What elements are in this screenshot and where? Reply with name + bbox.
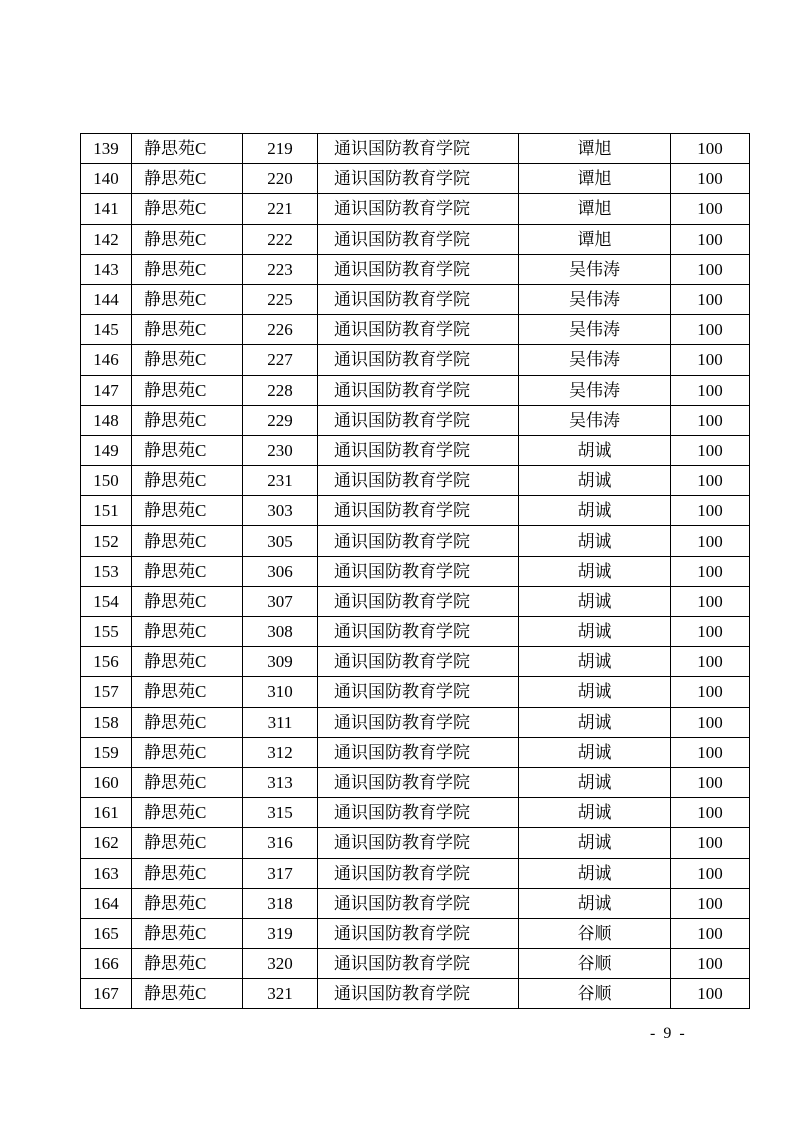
room-number-cell: 319: [243, 918, 318, 948]
college-cell: 通识国防教育学院: [318, 707, 519, 737]
college-cell: 通识国防教育学院: [318, 375, 519, 405]
building-cell: 静思苑C: [132, 949, 243, 979]
instructor-name-cell: 胡诚: [519, 888, 671, 918]
table-row: [81, 798, 750, 828]
score-cell: 100: [671, 435, 750, 465]
building-cell: 静思苑C: [132, 677, 243, 707]
building-cell: 静思苑C: [132, 586, 243, 616]
score-cell: 100: [671, 496, 750, 526]
score-cell: 100: [671, 254, 750, 284]
college-cell: 通识国防教育学院: [318, 224, 519, 254]
instructor-name-cell: 胡诚: [519, 798, 671, 828]
instructor-name-cell: 吴伟涛: [519, 405, 671, 435]
room-number-cell: 307: [243, 586, 318, 616]
table-row: [81, 767, 750, 797]
building-cell: 静思苑C: [132, 194, 243, 224]
row-index-cell: 166: [81, 949, 132, 979]
college-cell: 通识国防教育学院: [318, 284, 519, 314]
table-row: [81, 737, 750, 767]
room-number-cell: 320: [243, 949, 318, 979]
college-cell: 通识国防教育学院: [318, 345, 519, 375]
college-cell: 通识国防教育学院: [318, 526, 519, 556]
score-cell: 100: [671, 375, 750, 405]
row-index-cell: 164: [81, 888, 132, 918]
instructor-name-cell: 胡诚: [519, 737, 671, 767]
building-cell: 静思苑C: [132, 435, 243, 465]
college-cell: 通识国防教育学院: [318, 737, 519, 767]
table-row: [81, 466, 750, 496]
table-row: [81, 134, 750, 164]
college-cell: 通识国防教育学院: [318, 858, 519, 888]
instructor-name-cell: 胡诚: [519, 496, 671, 526]
college-cell: 通识国防教育学院: [318, 466, 519, 496]
table-row: [81, 164, 750, 194]
instructor-name-cell: 胡诚: [519, 435, 671, 465]
room-number-cell: 231: [243, 466, 318, 496]
instructor-name-cell: 谭旭: [519, 224, 671, 254]
college-cell: 通识国防教育学院: [318, 677, 519, 707]
room-number-cell: 303: [243, 496, 318, 526]
building-cell: 静思苑C: [132, 134, 243, 164]
row-index-cell: 152: [81, 526, 132, 556]
score-cell: 100: [671, 647, 750, 677]
room-number-cell: 226: [243, 315, 318, 345]
building-cell: 静思苑C: [132, 254, 243, 284]
row-index-cell: 143: [81, 254, 132, 284]
row-index-cell: 151: [81, 496, 132, 526]
instructor-name-cell: 谭旭: [519, 134, 671, 164]
college-cell: 通识国防教育学院: [318, 556, 519, 586]
room-number-cell: 230: [243, 435, 318, 465]
row-index-cell: 157: [81, 677, 132, 707]
instructor-name-cell: 吴伟涛: [519, 345, 671, 375]
score-cell: 100: [671, 677, 750, 707]
instructor-name-cell: 胡诚: [519, 767, 671, 797]
building-cell: 静思苑C: [132, 828, 243, 858]
room-number-cell: 321: [243, 979, 318, 1009]
room-number-cell: 222: [243, 224, 318, 254]
room-number-cell: 313: [243, 767, 318, 797]
row-index-cell: 155: [81, 617, 132, 647]
instructor-name-cell: 胡诚: [519, 526, 671, 556]
table-row: [81, 707, 750, 737]
college-cell: 通识国防教育学院: [318, 254, 519, 284]
college-cell: 通识国防教育学院: [318, 617, 519, 647]
instructor-name-cell: 胡诚: [519, 707, 671, 737]
table-row: [81, 617, 750, 647]
table-row: [81, 888, 750, 918]
instructor-name-cell: 胡诚: [519, 586, 671, 616]
table-row: [81, 375, 750, 405]
row-index-cell: 153: [81, 556, 132, 586]
score-cell: 100: [671, 798, 750, 828]
instructor-name-cell: 谷顺: [519, 918, 671, 948]
table-row: [81, 194, 750, 224]
building-cell: 静思苑C: [132, 496, 243, 526]
room-number-cell: 220: [243, 164, 318, 194]
instructor-name-cell: 吴伟涛: [519, 375, 671, 405]
table-row: [81, 858, 750, 888]
dormitory-score-table: [80, 133, 750, 1009]
score-cell: 100: [671, 284, 750, 314]
table-row: [81, 435, 750, 465]
building-cell: 静思苑C: [132, 405, 243, 435]
table-row: [81, 284, 750, 314]
room-number-cell: 228: [243, 375, 318, 405]
score-cell: 100: [671, 707, 750, 737]
room-number-cell: 229: [243, 405, 318, 435]
room-number-cell: 316: [243, 828, 318, 858]
instructor-name-cell: 胡诚: [519, 677, 671, 707]
building-cell: 静思苑C: [132, 526, 243, 556]
score-cell: 100: [671, 737, 750, 767]
page-number: - 9 -: [650, 1025, 687, 1042]
college-cell: 通识国防教育学院: [318, 435, 519, 465]
instructor-name-cell: 吴伟涛: [519, 284, 671, 314]
score-cell: 100: [671, 194, 750, 224]
instructor-name-cell: 胡诚: [519, 828, 671, 858]
room-number-cell: 310: [243, 677, 318, 707]
table-row: [81, 647, 750, 677]
score-cell: 100: [671, 858, 750, 888]
instructor-name-cell: 谭旭: [519, 194, 671, 224]
row-index-cell: 154: [81, 586, 132, 616]
college-cell: 通识国防教育学院: [318, 918, 519, 948]
building-cell: 静思苑C: [132, 979, 243, 1009]
table-row: [81, 345, 750, 375]
score-cell: 100: [671, 828, 750, 858]
building-cell: 静思苑C: [132, 858, 243, 888]
table-row: [81, 496, 750, 526]
score-cell: 100: [671, 888, 750, 918]
table-row: [81, 224, 750, 254]
building-cell: 静思苑C: [132, 224, 243, 254]
room-number-cell: 317: [243, 858, 318, 888]
building-cell: 静思苑C: [132, 284, 243, 314]
building-cell: 静思苑C: [132, 918, 243, 948]
building-cell: 静思苑C: [132, 707, 243, 737]
building-cell: 静思苑C: [132, 345, 243, 375]
score-cell: 100: [671, 224, 750, 254]
room-number-cell: 318: [243, 888, 318, 918]
row-index-cell: 150: [81, 466, 132, 496]
table-row: [81, 556, 750, 586]
college-cell: 通识国防教育学院: [318, 949, 519, 979]
building-cell: 静思苑C: [132, 375, 243, 405]
building-cell: 静思苑C: [132, 888, 243, 918]
college-cell: 通识国防教育学院: [318, 828, 519, 858]
table-row: [81, 979, 750, 1009]
college-cell: 通识国防教育学院: [318, 586, 519, 616]
instructor-name-cell: 胡诚: [519, 617, 671, 647]
instructor-name-cell: 谭旭: [519, 164, 671, 194]
score-cell: 100: [671, 345, 750, 375]
building-cell: 静思苑C: [132, 647, 243, 677]
college-cell: 通识国防教育学院: [318, 134, 519, 164]
score-cell: 100: [671, 405, 750, 435]
room-number-cell: 308: [243, 617, 318, 647]
college-cell: 通识国防教育学院: [318, 405, 519, 435]
table-row: [81, 949, 750, 979]
room-number-cell: 225: [243, 284, 318, 314]
score-cell: 100: [671, 949, 750, 979]
instructor-name-cell: 谷顺: [519, 949, 671, 979]
score-cell: 100: [671, 918, 750, 948]
building-cell: 静思苑C: [132, 164, 243, 194]
room-number-cell: 219: [243, 134, 318, 164]
row-index-cell: 144: [81, 284, 132, 314]
row-index-cell: 158: [81, 707, 132, 737]
building-cell: 静思苑C: [132, 737, 243, 767]
score-cell: 100: [671, 466, 750, 496]
row-index-cell: 142: [81, 224, 132, 254]
row-index-cell: 167: [81, 979, 132, 1009]
row-index-cell: 140: [81, 164, 132, 194]
college-cell: 通识国防教育学院: [318, 496, 519, 526]
instructor-name-cell: 胡诚: [519, 647, 671, 677]
score-cell: 100: [671, 556, 750, 586]
room-number-cell: 312: [243, 737, 318, 767]
table-row: [81, 828, 750, 858]
building-cell: 静思苑C: [132, 798, 243, 828]
college-cell: 通识国防教育学院: [318, 979, 519, 1009]
table-row: [81, 586, 750, 616]
row-index-cell: 159: [81, 737, 132, 767]
score-cell: 100: [671, 526, 750, 556]
room-number-cell: 305: [243, 526, 318, 556]
row-index-cell: 148: [81, 405, 132, 435]
row-index-cell: 146: [81, 345, 132, 375]
building-cell: 静思苑C: [132, 466, 243, 496]
room-number-cell: 306: [243, 556, 318, 586]
room-number-cell: 221: [243, 194, 318, 224]
instructor-name-cell: 胡诚: [519, 556, 671, 586]
row-index-cell: 141: [81, 194, 132, 224]
score-cell: 100: [671, 767, 750, 797]
instructor-name-cell: 谷顺: [519, 979, 671, 1009]
instructor-name-cell: 胡诚: [519, 858, 671, 888]
building-cell: 静思苑C: [132, 556, 243, 586]
row-index-cell: 145: [81, 315, 132, 345]
room-number-cell: 223: [243, 254, 318, 284]
instructor-name-cell: 胡诚: [519, 466, 671, 496]
room-number-cell: 309: [243, 647, 318, 677]
room-number-cell: 311: [243, 707, 318, 737]
table-row: [81, 526, 750, 556]
instructor-name-cell: 吴伟涛: [519, 315, 671, 345]
college-cell: 通识国防教育学院: [318, 194, 519, 224]
room-number-cell: 227: [243, 345, 318, 375]
building-cell: 静思苑C: [132, 315, 243, 345]
college-cell: 通识国防教育学院: [318, 767, 519, 797]
row-index-cell: 149: [81, 435, 132, 465]
table-row: [81, 918, 750, 948]
score-cell: 100: [671, 586, 750, 616]
row-index-cell: 161: [81, 798, 132, 828]
row-index-cell: 165: [81, 918, 132, 948]
table-body: [81, 134, 750, 1009]
score-cell: 100: [671, 979, 750, 1009]
row-index-cell: 147: [81, 375, 132, 405]
row-index-cell: 160: [81, 767, 132, 797]
score-cell: 100: [671, 134, 750, 164]
score-cell: 100: [671, 315, 750, 345]
row-index-cell: 139: [81, 134, 132, 164]
room-number-cell: 315: [243, 798, 318, 828]
row-index-cell: 156: [81, 647, 132, 677]
table-row: [81, 405, 750, 435]
instructor-name-cell: 吴伟涛: [519, 254, 671, 284]
row-index-cell: 163: [81, 858, 132, 888]
table-row: [81, 677, 750, 707]
college-cell: 通识国防教育学院: [318, 888, 519, 918]
table-row: [81, 315, 750, 345]
score-cell: 100: [671, 617, 750, 647]
building-cell: 静思苑C: [132, 767, 243, 797]
table-row: [81, 254, 750, 284]
building-cell: 静思苑C: [132, 617, 243, 647]
college-cell: 通识国防教育学院: [318, 315, 519, 345]
college-cell: 通识国防教育学院: [318, 647, 519, 677]
college-cell: 通识国防教育学院: [318, 798, 519, 828]
row-index-cell: 162: [81, 828, 132, 858]
score-cell: 100: [671, 164, 750, 194]
college-cell: 通识国防教育学院: [318, 164, 519, 194]
